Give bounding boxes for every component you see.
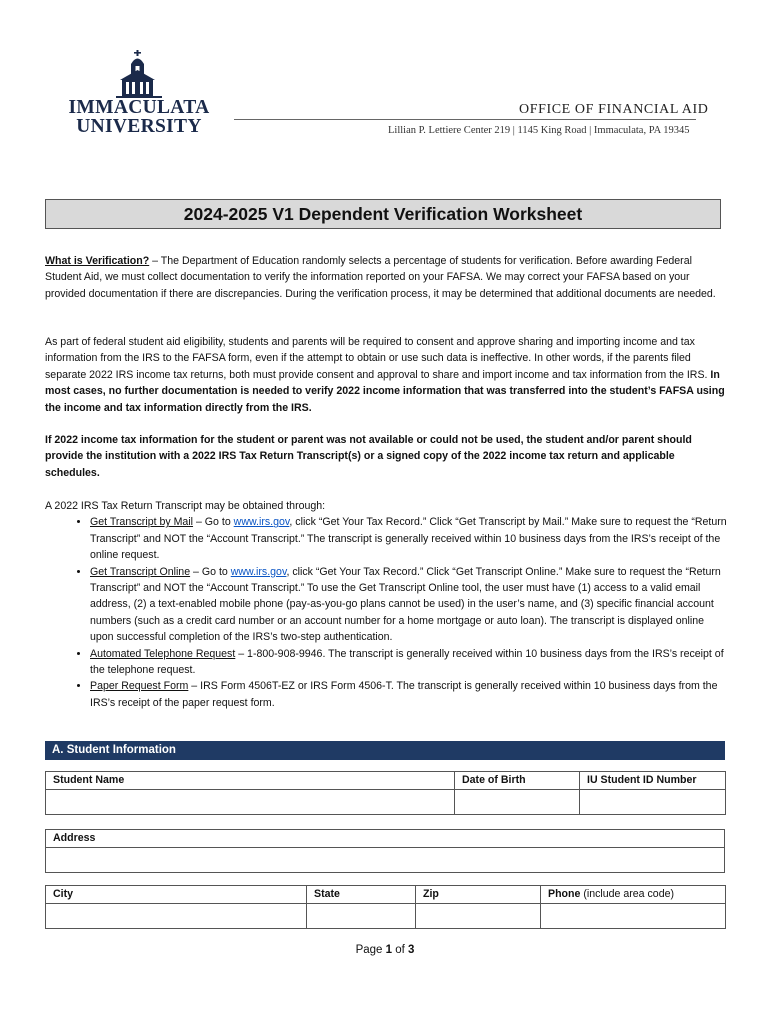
student-info-table — [45, 771, 726, 815]
irs-link[interactable]: www.irs.gov — [230, 565, 287, 578]
address-label: Address — [46, 830, 725, 848]
consent-text: As part of federal student aid eligibility, students and parents will be required to consent and approve sharing and importing income and tax information from the IRS to the FAFSA form, even if the attempt to obtain or use such data is ineffective. In other words, if the parents filed separate 2022 IRS income tax returns, both must provide consent and approval to share and import income and tax information from the IRS. — [45, 336, 711, 381]
office-address: Lillian P. Lettiere Center 219 | 1145 King Road | Immaculata, PA 19345 — [388, 125, 690, 136]
intro-label: What is Verification? — [45, 255, 150, 267]
transcript-intro: A 2022 IRS Tax Return Transcript may be obtained through: — [45, 500, 326, 512]
list-item: • Automated Telephone Request – 1-800-908-9946. The transcript is generally received within 10 business days from the IRS’s receipt of the telephone request. — [90, 646, 727, 679]
city-state-table — [45, 885, 726, 929]
intro-paragraph — [45, 253, 727, 302]
address-table — [45, 829, 725, 873]
logo-text-line2: UNIVERSITY — [76, 116, 202, 137]
option-label: Get Transcript by Mail — [90, 516, 194, 529]
consent-bold: In most cases, no further documentation is needed to verify 2022 income information that was transferred into the student’s FAFSA using the income and tax information directly from the IRS. — [45, 368, 725, 414]
phone-label: Phone (include area code) — [541, 886, 726, 904]
zip-field[interactable] — [416, 904, 541, 929]
state-label: State — [307, 886, 416, 904]
office-title: OFFICE OF FINANCIAL AID — [519, 102, 709, 117]
option-label: Get Transcript Online — [90, 565, 191, 578]
student-id-field[interactable] — [580, 790, 726, 815]
page-number: Page 1 of 3 — [355, 944, 415, 956]
logo-text-line1: IMMACULATA — [68, 97, 210, 118]
phone-note: (include area code) — [580, 888, 675, 900]
state-field[interactable] — [307, 904, 416, 929]
intro-text: – The Department of Education randomly selects a percentage of students for verification. Before awarding Federal Student Aid, we must collect documentation to verify the information reported on your FAFSA. We may correct your FAFSA based on your provided documentation if there are discrepancies. During the verification process, it may be determined that additional documents are needed. — [45, 255, 716, 300]
student-name-field[interactable] — [46, 790, 455, 815]
building-icon — [114, 50, 164, 98]
notice-paragraph: If 2022 income tax information for the student or parent was not available or could not be used, the student and/or parent should provide the institution with a 2022 IRS Tax Return Transcript(s) or a signed copy of the 2022 income tax return and applicable schedules. — [45, 434, 692, 479]
irs-link[interactable]: www.irs.gov — [233, 516, 290, 529]
city-label: City — [46, 886, 307, 904]
list-item: • Get Transcript Online – Go to www.irs.gov, click “Get Your Tax Record.” Click “Get Transcript Online.” Make sure to request the “Return Transcript” and NOT the “Account Transcript.” To use the Get Transcript Online tool, the user must have (1) access to a valid email address, (2) a text-enabled mobile phone (pay-as-you-go plans cannot be used) in the user’s name, and (3) specific financial account numbers (such as a credit card number or an account number for a home mortgage or auto loan). The transcript is displayed online upon successful completion of the IRS’s two-step authentication. — [90, 564, 727, 646]
header-divider — [234, 119, 696, 120]
section-a-header: A. Student Information — [45, 741, 725, 760]
list-item: • Paper Request Form – IRS Form 4506T-EZ or IRS Form 4506-T. The transcript is generally received within 10 business days from the IRS’s receipt of the paper request form. — [90, 678, 727, 711]
dob-field[interactable] — [455, 790, 580, 815]
address-field[interactable] — [46, 848, 725, 873]
zip-label: Zip — [416, 886, 541, 904]
dob-label: Date of Birth — [455, 772, 580, 790]
page-title: 2024-2025 V1 Dependent Verification Worksheet — [45, 199, 721, 229]
transcript-options-list — [45, 514, 727, 711]
consent-paragraph — [45, 334, 727, 416]
phone-field[interactable] — [541, 904, 726, 929]
list-item: • Get Transcript by Mail – Go to www.irs.gov, click “Get Your Tax Record.” Click “Get Transcript by Mail.” Make sure to request the “Return Transcript” and NOT the “Account Transcript.” The transcript is generally received within 10 business days from the IRS’s receipt of the online request. — [90, 514, 727, 563]
student-name-label: Student Name — [46, 772, 455, 790]
option-label: Paper Request Form — [90, 680, 189, 693]
transcript-section — [45, 498, 727, 711]
university-logo — [64, 50, 214, 136]
student-id-label: IU Student ID Number — [580, 772, 726, 790]
option-label: Automated Telephone Request — [90, 647, 236, 660]
city-field[interactable] — [46, 904, 307, 929]
